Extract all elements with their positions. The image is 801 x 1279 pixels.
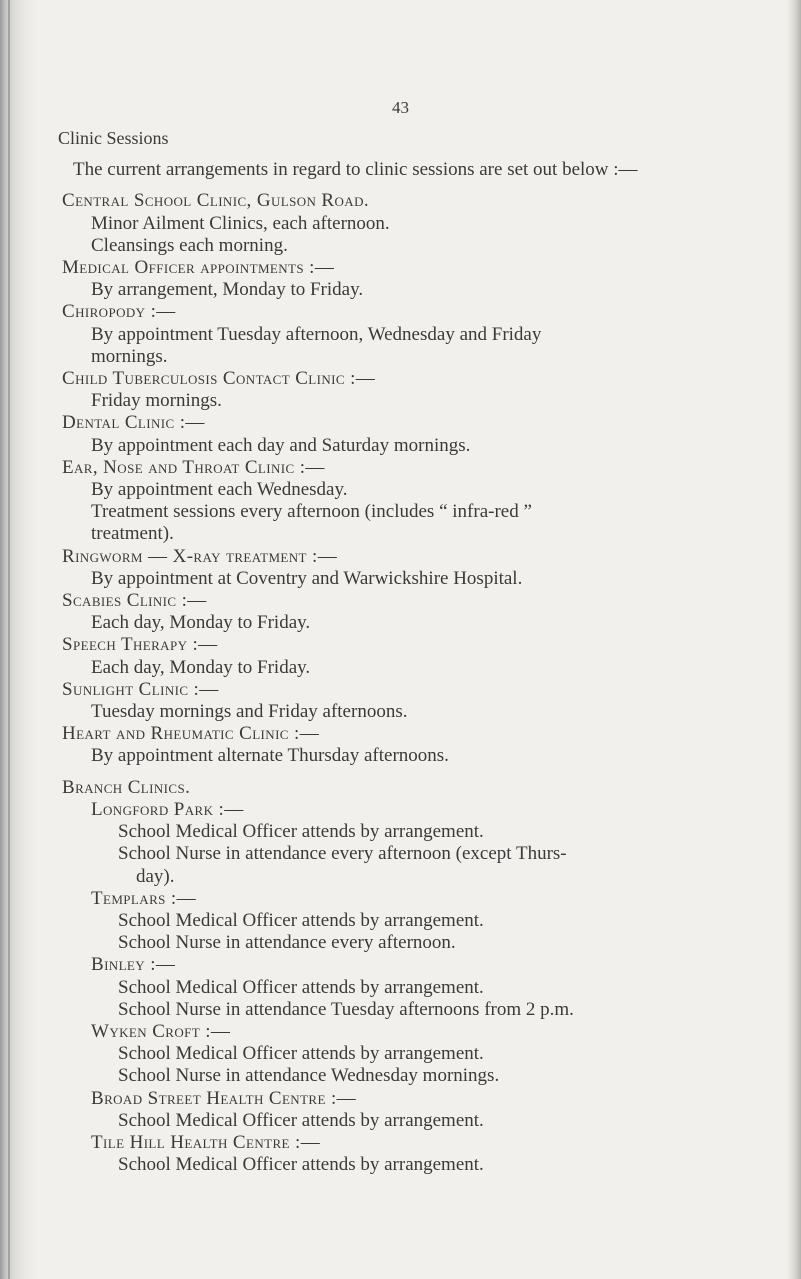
clinic-entry	[58, 679, 678, 723]
clinic-title: Medical Officer appointments :—	[62, 257, 335, 279]
branch-line: School Medical Officer attends by arrangement.	[118, 821, 484, 843]
scan-edge-left	[0, 0, 38, 1279]
branch-title: Binley :—	[91, 954, 176, 976]
branch-line: School Medical Officer attends by arrangement.	[118, 976, 484, 998]
clinic-title: Dental Clinic :—	[62, 412, 205, 434]
clinic-title: Chiropody :—	[62, 301, 176, 323]
clinic-title: Central School Clinic, Gulson Road.	[62, 190, 370, 212]
clinic-entry	[58, 368, 678, 412]
branch-entry	[58, 799, 678, 888]
branch-line: School Nurse in attendance every afternoon (except Thurs-	[118, 843, 567, 865]
clinic-title: Speech Therapy :—	[62, 634, 218, 656]
clinic-entry	[58, 634, 678, 678]
branch-line: School Nurse in attendance every afternoon.	[118, 932, 456, 954]
clinic-line: By appointment Tuesday afternoon, Wednesday and Friday	[91, 323, 542, 345]
clinic-line: By appointment alternate Thursday afternoons.	[91, 745, 449, 767]
clinic-line: mornings.	[91, 345, 168, 367]
clinic-title: Sunlight Clinic :—	[62, 678, 219, 700]
branch-line: School Medical Officer attends by arrangement.	[118, 909, 484, 931]
central-clinic	[58, 190, 678, 257]
branch-line: School Medical Officer attends by arrangement.	[118, 1109, 484, 1131]
branch-title: Broad Street Health Centre :—	[91, 1087, 357, 1109]
clinic-line: Minor Ailment Clinics, each afternoon.	[91, 212, 390, 234]
page-number: 43	[392, 98, 409, 117]
clinic-line: treatment).	[91, 523, 174, 545]
clinic-line: By appointment at Coventry and Warwickshire Hospital.	[91, 567, 523, 589]
clinic-entry	[58, 590, 678, 634]
clinic-line: Each day, Monday to Friday.	[91, 612, 311, 634]
branch-title: Longford Park :—	[91, 798, 244, 820]
clinic-entry	[58, 723, 678, 767]
branch-title: Wyken Croft :—	[91, 1020, 231, 1042]
document-body	[58, 127, 678, 1176]
clinic-entry	[58, 301, 678, 368]
clinic-line: Each day, Monday to Friday.	[91, 656, 311, 678]
branch-entry	[58, 954, 678, 1021]
clinic-title: Scabies Clinic :—	[62, 590, 207, 612]
branch-line: School Nurse in attendance Wednesday mornings.	[118, 1065, 500, 1087]
branch-entry	[58, 888, 678, 955]
clinic-title: Heart and Rheumatic Clinic :—	[62, 723, 320, 745]
clinic-title: Ringworm — X-ray treatment :—	[62, 545, 338, 567]
clinic-title: Ear, Nose and Throat Clinic :—	[62, 456, 325, 478]
branch-entry	[58, 1132, 678, 1176]
clinic-line: Tuesday mornings and Friday afternoons.	[91, 701, 408, 723]
branch-title: Tile Hill Health Centre :—	[91, 1131, 321, 1153]
clinic-entry	[58, 412, 678, 456]
branch-line: School Nurse in attendance Tuesday afternoons from 2 p.m.	[118, 998, 574, 1020]
clinic-title: Child Tuberculosis Contact Clinic :—	[62, 368, 376, 390]
clinic-line: Treatment sessions every afternoon (includes “ infra-red ”	[91, 501, 532, 523]
intro-paragraph: The current arrangements in regard to clinic sessions are set out below :—	[73, 159, 638, 181]
clinic-line: Friday mornings.	[91, 390, 222, 412]
clinic-line: By appointment each Wednesday.	[91, 479, 348, 501]
clinic-entry	[58, 257, 678, 301]
scan-binding-line	[8, 0, 10, 1279]
branch-line: day).	[136, 865, 175, 887]
clinic-entry	[58, 546, 678, 590]
branch-clinics-heading: Branch Clinics.	[62, 776, 191, 798]
clinic-line: By appointment each day and Saturday mornings.	[91, 434, 471, 456]
branch-entry	[58, 1088, 678, 1132]
branch-line: School Medical Officer attends by arrangement.	[118, 1043, 484, 1065]
clinic-line: Cleansings each morning.	[91, 234, 288, 256]
clinic-line: By arrangement, Monday to Friday.	[91, 279, 364, 301]
branch-entry	[58, 1021, 678, 1088]
scan-edge-right	[787, 0, 801, 1279]
branch-title: Templars :—	[91, 887, 196, 909]
clinic-entry	[58, 457, 678, 546]
branch-line: School Medical Officer attends by arrangement.	[118, 1154, 484, 1176]
section-heading: Clinic Sessions	[58, 128, 169, 148]
